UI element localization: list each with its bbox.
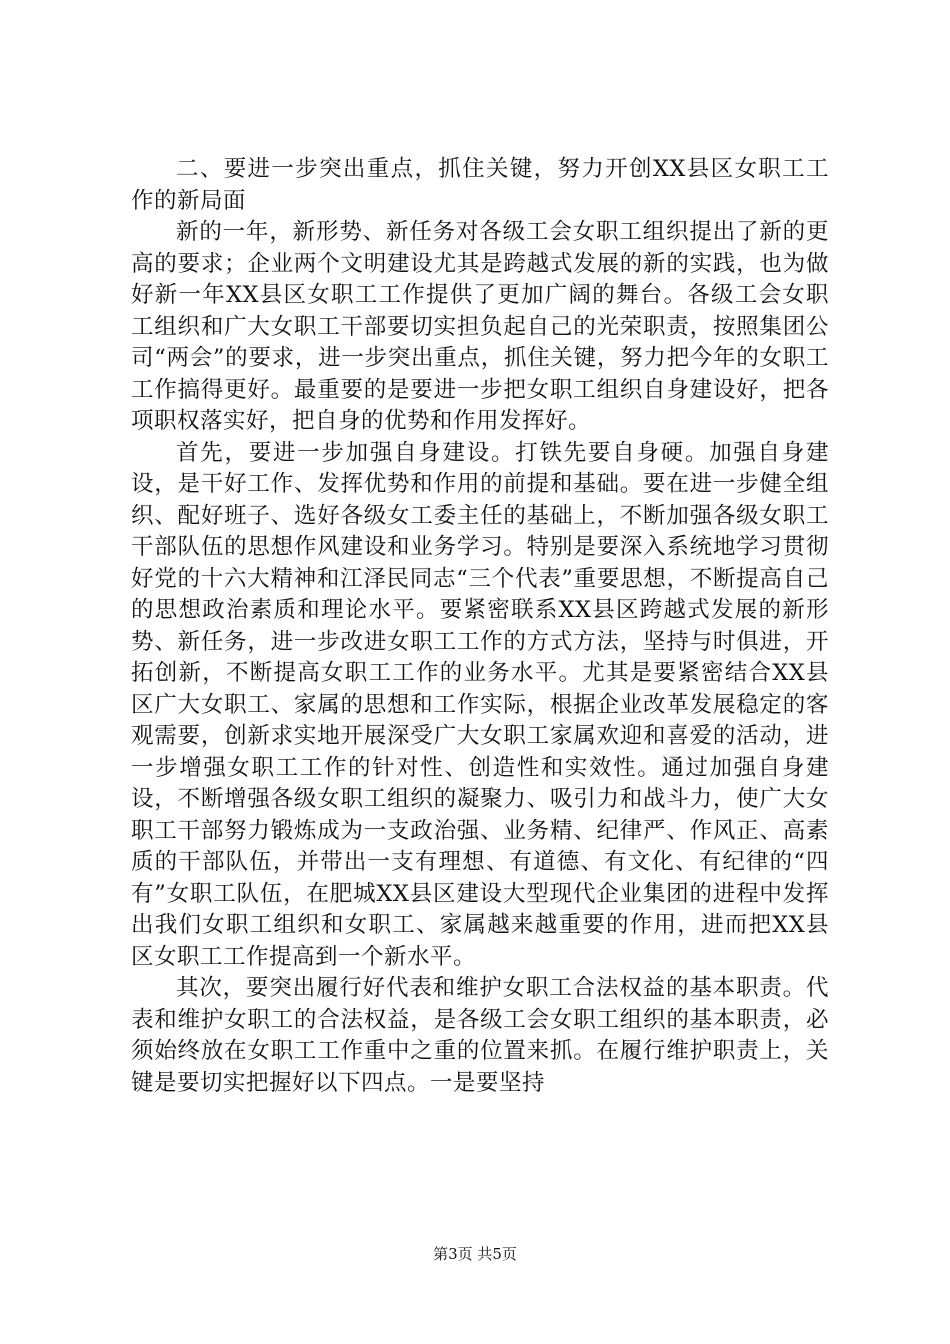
section-heading: 二、要进一步突出重点，抓住关键，努力开创XX县区女职工工作的新局面 bbox=[131, 156, 829, 214]
paragraph-second: 其次，要突出履行好代表和维护女职工合法权益的基本职责。代表和维护女职工的合法权益，是各级工会女职工组织的基本职责，必须始终放在女职工工作重中之重的位置来抓。在履行维护职责上，关键是要切实把握好以下四点。一是要坚持 bbox=[131, 975, 829, 1096]
paragraph-first: 首先，要进一步加强自身建设。打铁先要自身硬。加强自身建设，是干好工作、发挥优势和作用的前提和基础。要在进一步健全组织、配好班子、选好各级女工委主任的基础上，不断加强各级女职工干部队伍的思想作风建设和业务学习。特别是要深入系统地学习贯彻好党的十六大精神和江泽民同志“三个代表”重要思想，不断提高自己的思想政治素质和理论水平。要紧密联系XX县区跨越式发展的新形势、新任务，进一步改进女职工工作的方式方法，坚持与时俱进，开拓创新，不断提高女职工工作的业务水平。尤其是要紧密结合XX县区广大女职工、家属的思想和工作实际，根据企业改革发展稳定的客观需要，创新求实地开展深受广大女职工家属欢迎和喜爱的活动，进一步增强女职工工作的针对性、创造性和实效性。通过加强自身建设，不断增强各级女职工组织的凝聚力、吸引力和战斗力，使广大女职工干部努力锻炼成为一支政治强、业务精、纪律严、作风正、高素质的干部队伍，并带出一支有理想、有道德、有文化、有纪律的“四有”女职工队伍，在肥城XX县区建设大型现代企业集团的进程中发挥出我们女职工组织和女职工、家属越来越重要的作用，进而把XX县区女职工工作提高到一个新水平。 bbox=[131, 439, 829, 970]
paragraph-intro: 新的一年，新形势、新任务对各级工会女职工组织提出了新的更高的要求；企业两个文明建设尤其是跨越式发展的新的实践，也为做好新一年XX县区女职工工作提供了更加广阔的舞台。各级工会女职工组织和广大女职工干部要切实担负起自己的光荣职责，按照集团公司“两会”的要求，进一步突出重点，抓住关键，努力把今年的女职工工作搞得更好。最重要的是要进一步把女职工组织自身建设好，把各项职权落实好，把自身的优势和作用发挥好。 bbox=[131, 219, 829, 434]
page-footer: 第3页 共5页 bbox=[433, 1245, 517, 1263]
document-body bbox=[131, 154, 829, 1099]
